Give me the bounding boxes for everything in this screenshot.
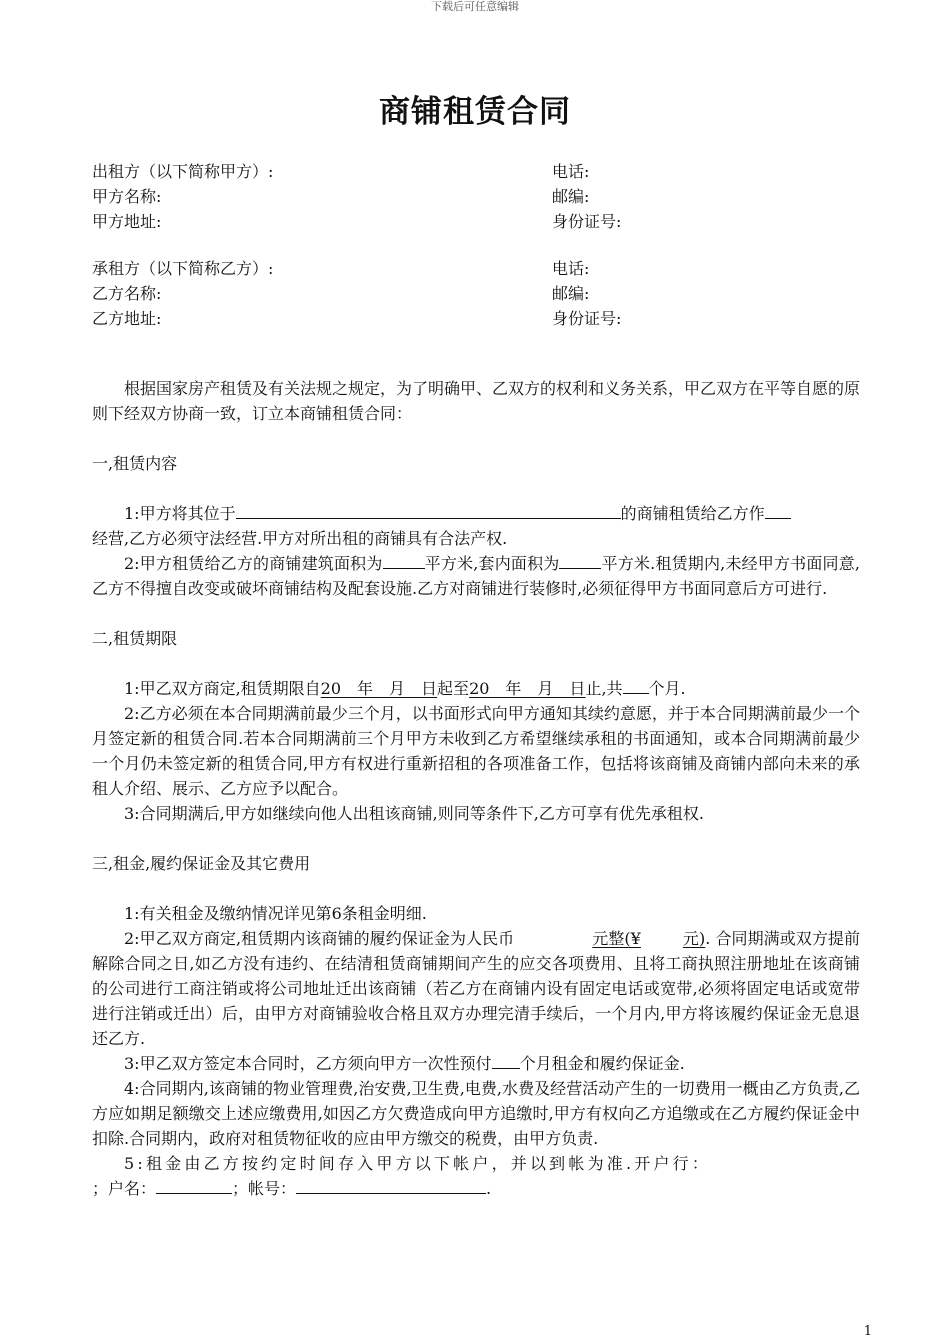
business-type-blank	[765, 518, 791, 519]
section-3-clause-2: 2:甲乙双方商定,租赁期内该商铺的履约保证金为人民币 元整(¥ 元). 合同期满或双方提前解除合同之日,如乙方没有违约、在结清租赁商铺期间产生的应交各项费用、且将工商执照注册地址在该商铺的公司进行工商注销或将公司地址迁出该商铺（若乙方在商铺内设有固定电话或宽带,必须将固定电话或宽带进行注销或迁出）后，由甲方对商铺验收合格且双方办理完清手续后，一个月内,甲方将该履约保证金无息退还乙方.	[92, 929, 860, 1048]
lessee-zip-label: 邮编:	[552, 284, 590, 303]
contract-body	[92, 376, 860, 1201]
lessee-name-label: 乙方名称:	[92, 284, 162, 303]
account-number-blank	[296, 1193, 486, 1194]
section-3-clause-1: 1:有关租金及缴纳情况详见第6条租金明细.	[124, 904, 427, 923]
section-2-clause-1: 1:甲乙双方商定,租赁期限自20 年 月 日起至20 年 月 日止,共 个月.	[124, 679, 686, 698]
section-1-clause-2: 2:甲方租赁给乙方的商铺建筑面积为 平方米,套内面积为 平方米.租赁期内,未经甲方书面同意,乙方不得擅自改变或破坏商铺结构及配套设施.乙方对商铺进行装修时,必须征得甲方书面同意后方可进行.	[92, 554, 860, 598]
end-date: 20 年 月 日	[469, 679, 586, 698]
page-number: 1	[863, 1324, 872, 1339]
section-3-clause-4: 4:合同期内,该商铺的物业管理费,治安费,卫生费,电费,水费及经营活动产生的一切费用一概由乙方负责,乙方应如期足额缴交上述应缴费用,如因乙方欠费造成向甲方追缴时,甲方有权向乙方追缴或在乙方履约保证金中扣除.合同期内，政府对租赁物征收的应由甲方缴交的税费，由甲方负责.	[92, 1079, 860, 1148]
section-2-clause-3: 3:合同期满后,甲方如继续向他人出租该商铺,则同等条件下,乙方可享有优先承租权.	[124, 804, 704, 823]
lessor-label: 出租方（以下简称甲方）:	[92, 162, 274, 181]
section-1-heading: 一,租赁内容	[92, 454, 178, 473]
lessor-name-label: 甲方名称:	[92, 187, 162, 206]
section-2-clause-2: 2:乙方必须在本合同期满前最少三个月，以书面形式向甲方通知其续约意愿，并于本合同期满前最少一个月签定新的租赁合同.若本合同期满前三个月甲方未收到乙方希望继续承租的书面通知，或本合同期满前最少一个月仍未签定新的租赁合同,甲方有权进行重新招租的各项准备工作，包括将该商铺及商铺内部向未来的承租人介绍、展示、乙方应予以配合。	[92, 704, 860, 798]
lessor-phone-label: 电话:	[552, 162, 590, 181]
lessee-address-label: 乙方地址:	[92, 309, 162, 328]
account-name-blank	[156, 1193, 232, 1194]
section-2-heading: 二,租赁期限	[92, 629, 178, 648]
lessor-address-label: 甲方地址:	[92, 212, 162, 231]
start-date: 20 年 月 日	[320, 679, 438, 698]
section-3-clause-3: 3:甲乙双方签定本合同时，乙方须向甲方一次性预付 个月租金和履约保证金.	[124, 1054, 685, 1073]
header-note: 下载后可任意编辑	[431, 0, 519, 13]
section-3-clause-5-account: ；户名： ；帐号： .	[92, 1179, 492, 1198]
intro-paragraph: 根据国家房产租赁及有关法规之规定，为了明确甲、乙双方的权利和义务关系，甲乙双方在平等自愿的原则下经双方协商一致，订立本商铺租赁合同：	[92, 379, 861, 423]
lessee-block	[92, 256, 872, 331]
lessee-phone-label: 电话:	[552, 259, 590, 278]
section-3-heading: 三,租金,履约保证金及其它费用	[92, 854, 311, 873]
section-3-clause-5: 5:租金由乙方按约定时间存入甲方以下帐户，并以到帐为准.开户行：	[124, 1154, 712, 1173]
section-1-clause-1: 1:甲方将其位于 的商铺租赁给乙方作 经营,乙方必须守法经营.甲方对所出租的商铺具有合法产权.	[92, 501, 860, 551]
lessor-zip-label: 邮编:	[552, 187, 590, 206]
document-title: 商铺租赁合同	[379, 94, 571, 130]
location-blank	[236, 518, 621, 519]
lessee-label: 承租方（以下简称乙方）:	[92, 259, 274, 278]
months-blank	[623, 693, 649, 694]
lessor-block	[92, 159, 872, 234]
deposit-amount-blank: 元整(¥ 元)	[592, 929, 706, 948]
lessor-id-label: 身份证号:	[552, 212, 622, 231]
inner-area-blank	[559, 568, 601, 569]
lessee-id-label: 身份证号:	[552, 309, 622, 328]
prepay-months-blank	[492, 1068, 520, 1069]
building-area-blank	[383, 568, 425, 569]
